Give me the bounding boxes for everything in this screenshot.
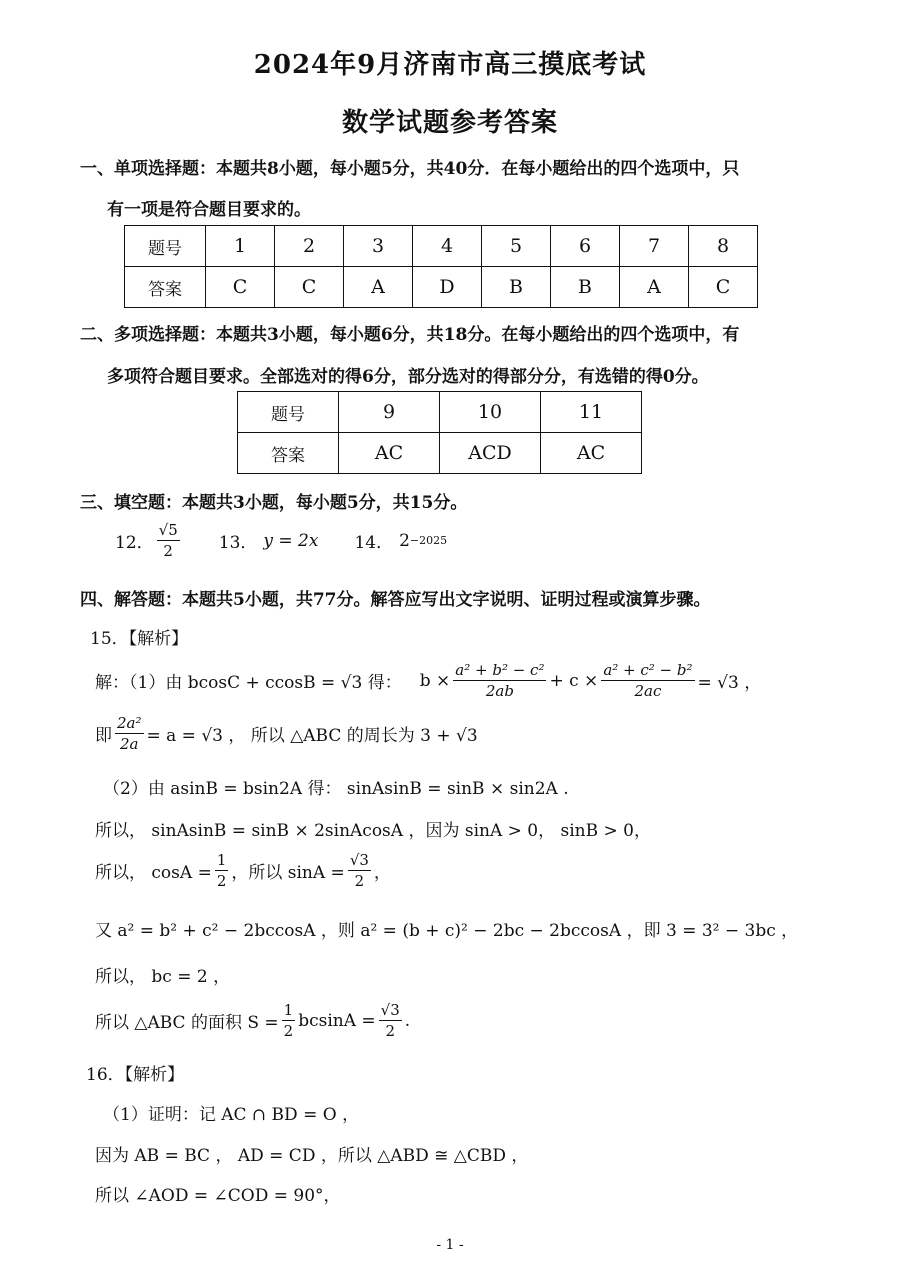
q16-label: 16．【解析】 [86, 1065, 185, 1085]
fraction-denominator: 2 [385, 1022, 395, 1040]
fraction-denominator: 2ac [634, 682, 662, 700]
q15-text: 所以， cosA = [95, 863, 212, 883]
fraction-denominator: 2ab [485, 682, 514, 700]
fraction-numerator: √3 [380, 1001, 400, 1019]
q15-text: 解：（1）由 bcosC + ccosB = √3 得： [95, 673, 402, 693]
question-number: 3 [344, 226, 413, 267]
fraction-numerator: √3 [349, 851, 369, 869]
table-row-numbers [125, 226, 758, 267]
q14-base: 2 [399, 530, 410, 551]
q15-text: = a = √3 ， 所以 △ABC 的周长为 3 + √3 [146, 726, 478, 746]
section1-continuation: 有一项是符合题目要求的。 [107, 200, 311, 220]
q14-exponent: −2025 [409, 534, 448, 547]
fraction-numerator: 1 [216, 851, 227, 869]
question-number: 8 [689, 226, 758, 267]
table-row-numbers [238, 392, 642, 433]
fraction-numerator: a² + b² − c² [455, 661, 545, 679]
section2-continuation: 多项符合题目要求。全部选对的得6分，部分选对的得部分分，有选错的得0分。 [107, 367, 709, 387]
question-number: 9 [339, 392, 440, 433]
q12-numerator: √5 [158, 521, 178, 539]
question-number: 6 [551, 226, 620, 267]
answer-cell: AC [541, 433, 642, 474]
question-number: 5 [482, 226, 551, 267]
fraction-denominator: 2a [120, 735, 139, 753]
q13-label: 13． [218, 533, 258, 553]
page-subtitle: 数学试题参考答案 [341, 108, 558, 138]
q12-denominator: 2 [163, 542, 173, 560]
table-row-answers [125, 267, 758, 308]
q15-fraction [348, 850, 371, 891]
q13-answer: y = 2x [263, 530, 319, 551]
q15-fraction [282, 1000, 296, 1041]
question-number: 2 [275, 226, 344, 267]
table-header-label: 题号 [238, 392, 339, 433]
q15-line-2 [95, 713, 478, 754]
q15-text: 即 [95, 726, 112, 746]
q15-label: 15．【解析】 [90, 629, 189, 649]
fraction-denominator: 2 [216, 872, 227, 890]
q15-fraction [453, 660, 546, 701]
q15-line-5 [95, 850, 391, 891]
fraction-denominator: 2 [354, 872, 365, 890]
q15-text: + c × [549, 670, 599, 691]
page-title: 2024年9月济南市高三摸底考试 [253, 50, 647, 80]
question-number: 7 [620, 226, 689, 267]
question-number: 10 [440, 392, 541, 433]
section4-heading: 四、解答题：本题共5小题，共77分。解答应写出文字说明、证明过程或演算步骤。 [80, 590, 711, 610]
multiple-choice-answer-table [237, 391, 642, 474]
q15-text: = √3 ， [697, 673, 762, 693]
section1-heading: 一、单项选择题：本题共8小题，每小题5分，共40分．在每小题给出的四个选项中，只 [80, 159, 740, 179]
fraction-numerator: a² + c² − b² [603, 661, 693, 679]
q15-fraction [115, 713, 144, 754]
table-header-label: 题号 [125, 226, 206, 267]
q15-text: b × [419, 670, 451, 691]
table-answer-label: 答案 [238, 433, 339, 474]
q15-line-3: （2）由 asinB = bsin2A 得： sinAsinB = sinB × sin2A . [103, 779, 569, 799]
answer-cell: A [620, 267, 689, 308]
q15-text: bcsinA = [298, 1010, 376, 1031]
answer-cell: AC [339, 433, 440, 474]
q16-line-2: 因为 AB = BC ， AD = CD ，所以 △ABD ≅ △CBD ， [95, 1146, 529, 1166]
answer-cell: ACD [440, 433, 541, 474]
answer-cell: B [551, 267, 620, 308]
q15-line-6: 又 a² = b² + c² − 2bccosA ，则 a² = (b + c)² − 2bc − 2bccosA ，即 3 = 3² − 3bc ， [95, 921, 799, 941]
q15-text: 所以 △ABC 的面积 S = [95, 1013, 279, 1033]
q12-label: 12． [115, 533, 154, 553]
table-answer-label: 答案 [125, 267, 206, 308]
fraction-numerator: 1 [283, 1001, 294, 1019]
q15-text: . [404, 1010, 411, 1031]
q16-line-3: 所以 ∠AOD = ∠COD = 90°， [95, 1186, 341, 1206]
answer-cell: D [413, 267, 482, 308]
fraction-denominator: 2 [283, 1022, 294, 1040]
question-number: 1 [206, 226, 275, 267]
page-number: - 1 - [436, 1237, 464, 1253]
section2-heading: 二、多项选择题：本题共3小题，每小题6分，共18分。在每小题给出的四个选项中，有 [80, 325, 740, 345]
question-number: 11 [541, 392, 642, 433]
fill-in-answers [115, 520, 447, 561]
q15-fraction [379, 1000, 402, 1041]
q15-fraction [215, 850, 229, 891]
q15-line-4: 所以， sinAsinB = sinB × 2sinAcosA ，因为 sinA > 0， sinB > 0， [95, 821, 651, 841]
answer-cell: C [206, 267, 275, 308]
q15-text: ，所以 sinA = [231, 863, 345, 883]
answer-cell: C [275, 267, 344, 308]
q15-line-7: 所以， bc = 2 ， [95, 967, 231, 987]
q12-fraction [157, 520, 180, 561]
q16-line-1: （1）证明：记 AC ∩ BD = O ， [103, 1105, 360, 1125]
q14-label: 14． [354, 533, 394, 553]
fraction-numerator: 2a² [117, 714, 142, 732]
q15-text: ， [373, 863, 391, 883]
answer-cell: B [482, 267, 551, 308]
answer-cell: C [689, 267, 758, 308]
table-row-answers [238, 433, 642, 474]
answer-cell: A [344, 267, 413, 308]
q15-line-8 [95, 1000, 410, 1041]
single-choice-answer-table [124, 225, 758, 308]
question-number: 4 [413, 226, 482, 267]
q15-fraction [601, 660, 694, 701]
section3-heading: 三、填空题：本题共3小题，每小题5分，共15分。 [80, 493, 468, 513]
q15-line-1 [95, 660, 761, 701]
